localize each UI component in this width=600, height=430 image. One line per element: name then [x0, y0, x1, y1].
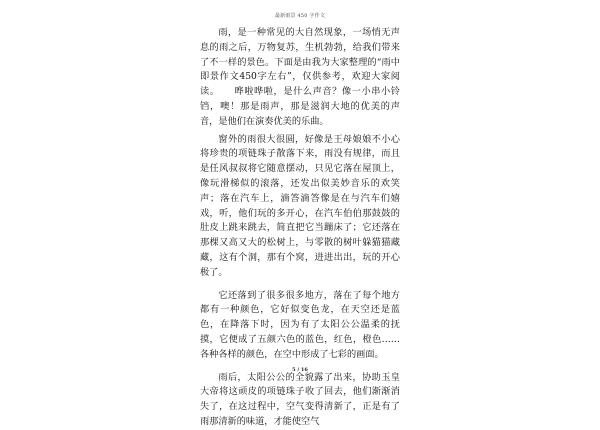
- page-number: 5 / 16: [292, 367, 308, 373]
- paragraph-colors: 它还落到了很多很多地方，落在了每个地方都有一种颜色，它好似变色龙，在天空还是蓝色，在降落下时，因为有了太阳公公温柔的抚摸，它便成了五颜六色的蓝色，红色，橙色……各种各样的颜色，在空中形成了七彩的画面。: [200, 289, 400, 360]
- paragraph-after-rain: 雨后，太阳公公的全貌露了出来，协助玉皇大帝将这顽皮的项链珠子收了回去，他们渐渐消失了，在这过程中，空气变得清新了，正是有了雨那清新的味道，才能使空气: [200, 371, 400, 427]
- page-header: 最新雨景 450 字作文: [274, 13, 326, 19]
- paragraph-intro: 雨，是一种常见的大自然现象，一场悄无声息的雨之后，万物复苏，生机勃勃，给我们带来了不一样的景色。下面是由我为大家整理的“雨中即景作文450字左右”，仅供参考，欢迎大家阅读。 哗啦哗啦，是什么声音？像一小串小铃铛，噢！那是雨声，那是滋润大地的优美的声音，是他们在演奏优美的乐曲。: [200, 27, 400, 127]
- paragraph-window-rain: 窗外的雨很大很圆，好像是王母娘娘不小心将珍贵的项链珠子散落下来，雨没有规律，而且是任风叔叔将它随意摆动，只见它落在屋顶上，像玩滑梯似的滚落，还发出似美妙音乐的欢笑声；落在汽车上，滴答滴答像是在与汽车们嬉戏，听，他们玩的多开心，在汽车伯伯那鼓鼓的肚皮上跳来跳去，简直把它当蹦床了；它还落在那棵又高又大的松树上，与零散的树叶躲猫猫藏藏，这有个洞，那有个窝，进进出出，玩的开心极了。: [200, 133, 400, 278]
